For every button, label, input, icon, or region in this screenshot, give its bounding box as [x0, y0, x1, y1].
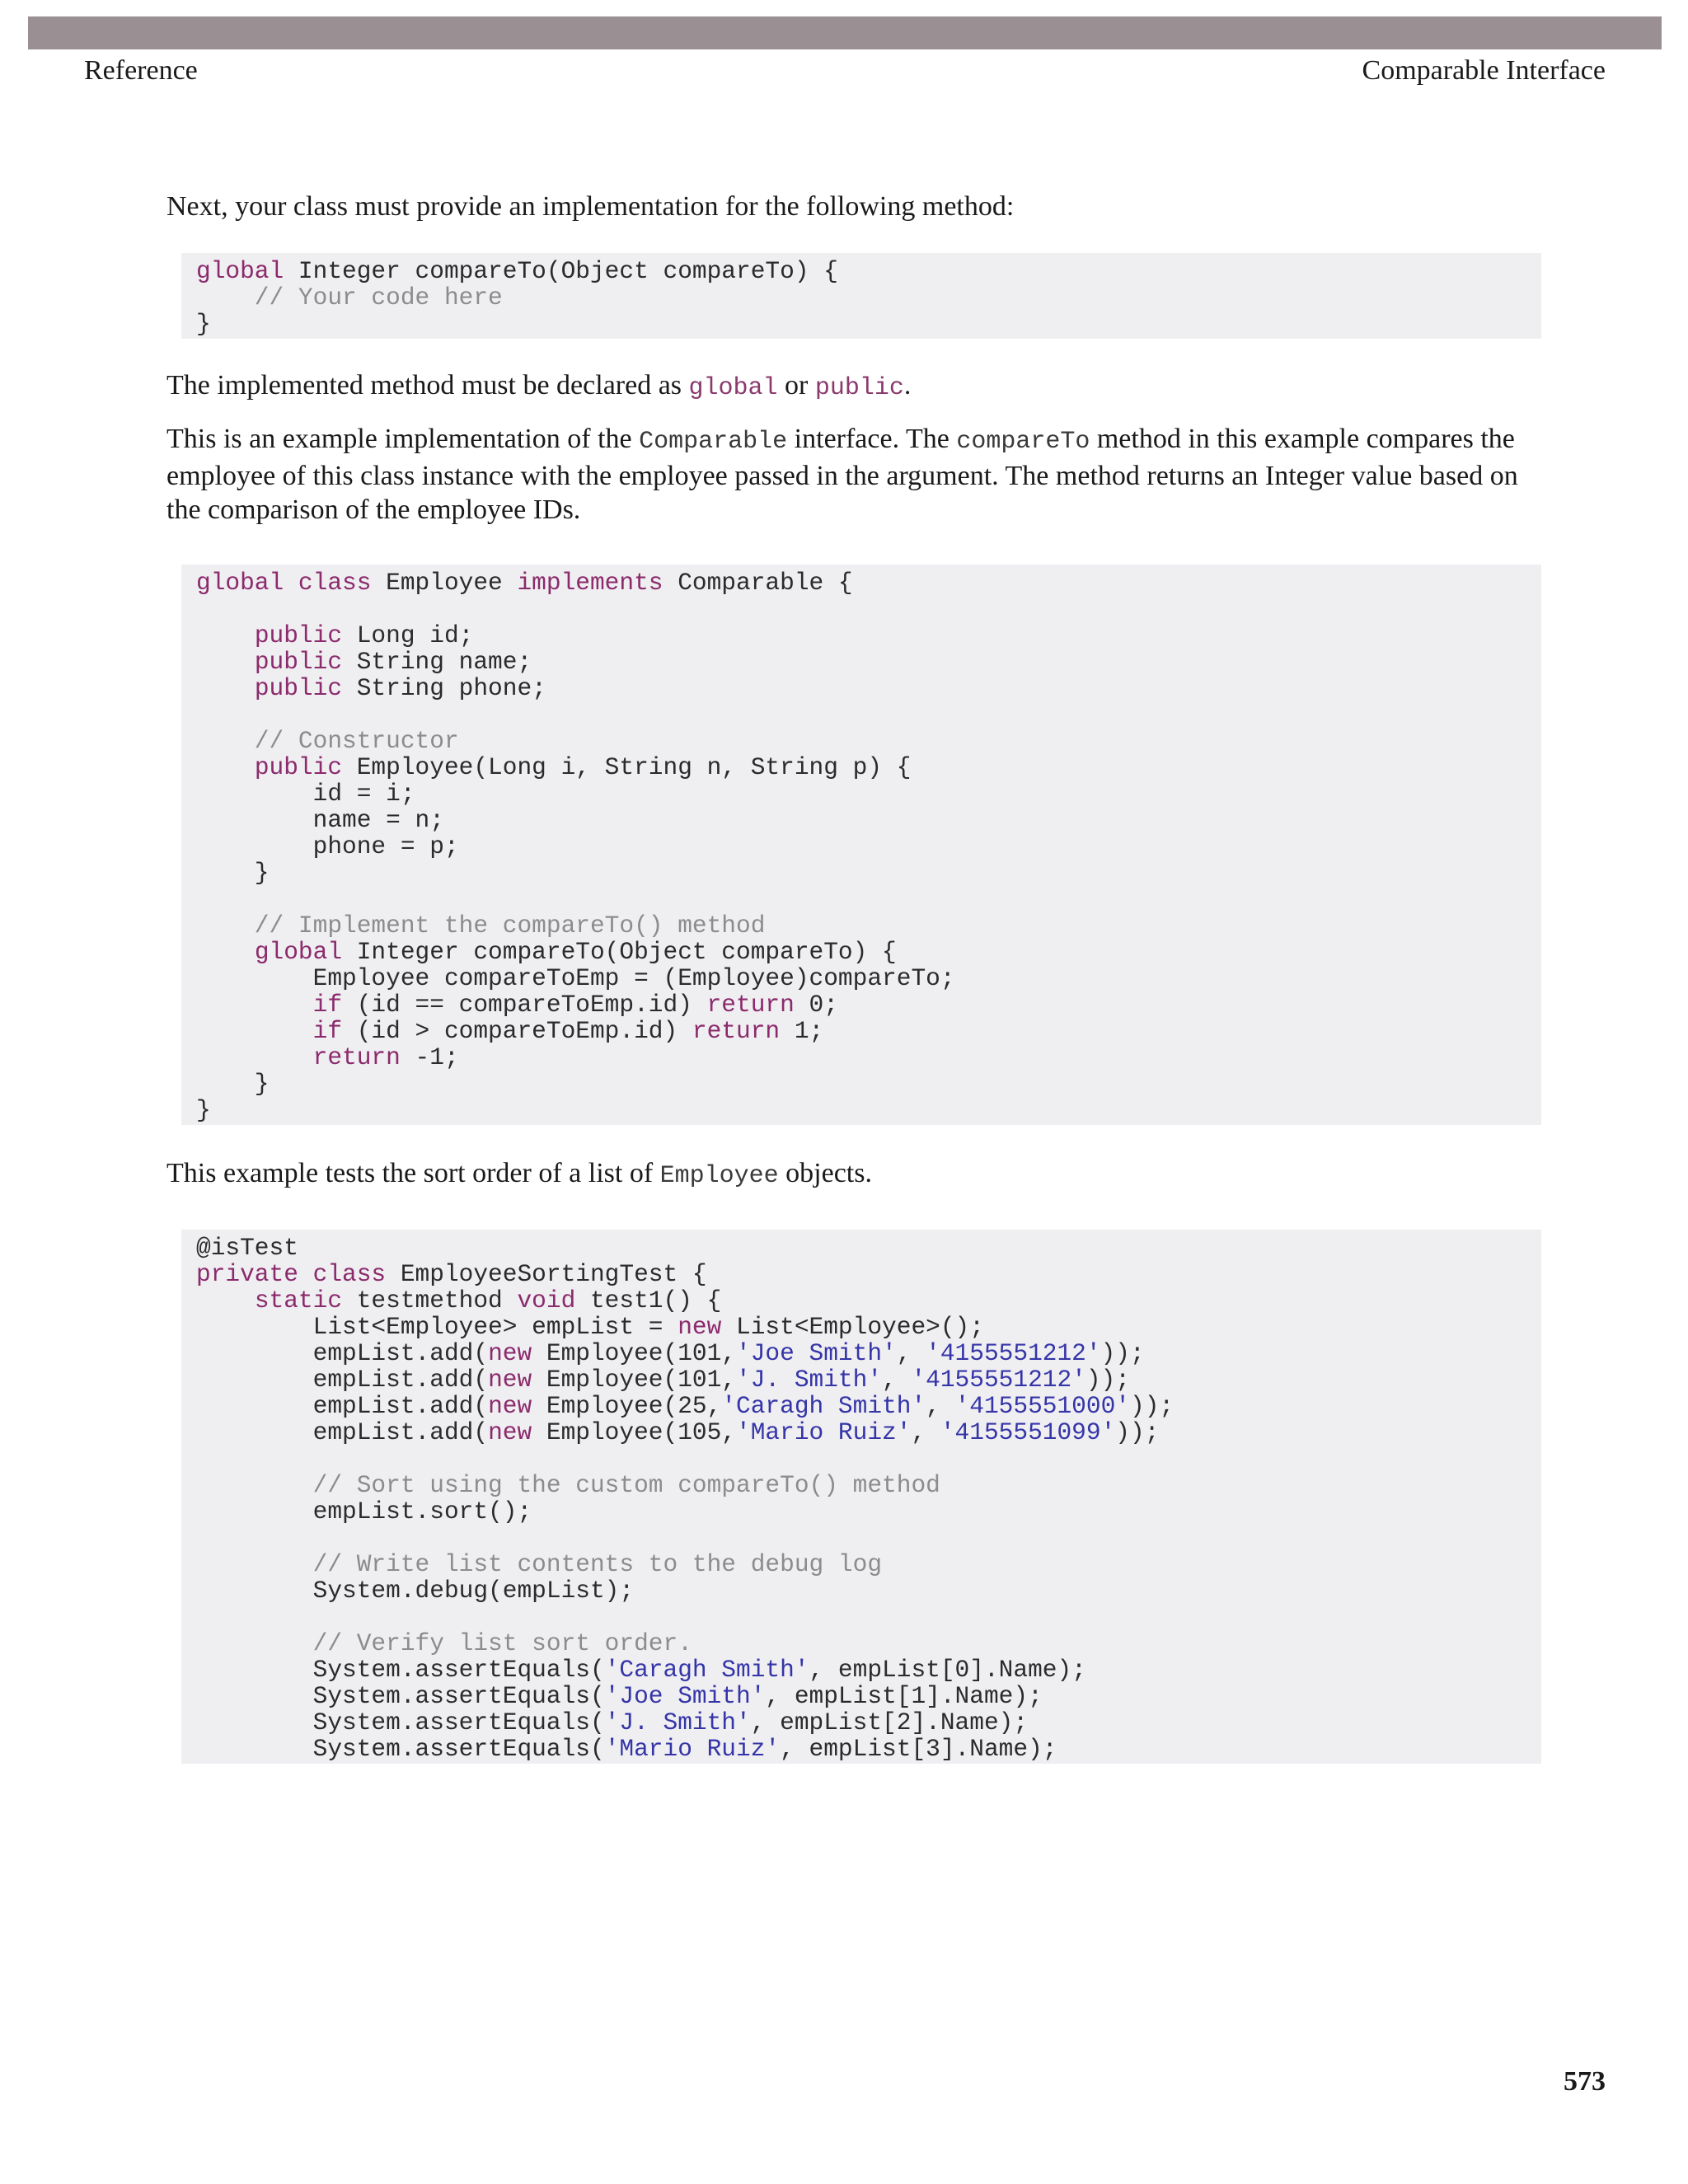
code-block-signature — [181, 253, 1541, 339]
code-string: 'J. Smith' — [604, 1708, 751, 1736]
page-content — [166, 190, 1543, 1764]
paragraph-intro: Next, your class must provide an implementation for the following method: — [166, 191, 1015, 222]
code-token — [196, 674, 255, 702]
code-string: 'Caragh Smith' — [721, 1392, 926, 1420]
code-token — [196, 1043, 313, 1071]
code-token: , empList[1].Name); — [765, 1682, 1043, 1710]
code-string: 'Joe Smith' — [736, 1339, 897, 1367]
header-bar — [28, 16, 1662, 49]
code-token: @isTest — [196, 1234, 298, 1262]
code-keyword: implements — [517, 569, 663, 597]
code-comment: // Write list contents to the debug log — [196, 1550, 883, 1578]
code-token: System.assertEquals( — [196, 1708, 605, 1736]
code-token: empList.add( — [196, 1339, 489, 1367]
code-token: id = i; — [196, 780, 415, 808]
code-keyword: void — [517, 1286, 576, 1315]
code-keyword: global — [196, 257, 284, 285]
code-token: empList.sort(); — [196, 1497, 532, 1526]
code-token: List<Employee> empList = — [196, 1313, 678, 1341]
code-comment: // Implement the compareTo() method — [196, 912, 766, 940]
code-comment: // Constructor — [196, 727, 459, 755]
code-keyword: public — [254, 648, 343, 676]
code-comment: // Your code here — [196, 284, 503, 312]
code-line — [196, 964, 955, 992]
text-run: or — [777, 370, 815, 401]
code-keyword: public — [254, 674, 343, 702]
page-number: 573 — [1564, 2066, 1606, 2097]
code-token: name = n; — [196, 806, 444, 834]
code-keyword: public — [254, 753, 343, 781]
code-token: System.assertEquals( — [196, 1682, 605, 1710]
code-token — [284, 569, 298, 597]
code-token: System.assertEquals( — [196, 1735, 605, 1763]
code-token: )); — [1115, 1418, 1160, 1446]
code-token — [196, 621, 255, 649]
code-token: , empList[3].Name); — [780, 1735, 1057, 1763]
code-token — [196, 1286, 255, 1315]
code-string: 'Caragh Smith' — [604, 1656, 809, 1684]
code-token: Integer compareTo(Object compareTo) { — [284, 257, 838, 285]
code-line — [196, 1497, 532, 1526]
code-line — [196, 1234, 298, 1262]
code-line — [196, 1629, 692, 1657]
code-line — [196, 674, 546, 702]
code-line — [196, 727, 459, 755]
text-run: The implemented method must be declared as — [166, 370, 689, 401]
code-token: Employee(105, — [532, 1418, 737, 1446]
code-token: } — [196, 1070, 270, 1098]
code-line — [196, 1656, 1086, 1684]
code-line — [196, 1550, 882, 1578]
code-token: , — [926, 1392, 955, 1420]
text-run: method in this example compares the employee of this class instance with the employee passed in the argument. The method returns an Integer value based on the comparison of the employee IDs. — [166, 424, 1518, 525]
code-keyword: global — [254, 938, 343, 966]
code-line — [196, 284, 503, 312]
code-token — [298, 1260, 313, 1288]
code-line — [196, 753, 911, 781]
code-line — [196, 1339, 1145, 1367]
code-token: empList.add( — [196, 1366, 489, 1394]
code-token: test1() { — [575, 1286, 722, 1315]
code-line — [196, 1392, 1174, 1420]
code-line — [196, 1017, 823, 1045]
code-token: String phone; — [342, 674, 546, 702]
code-comment: // Sort using the custom compareTo() method — [196, 1471, 940, 1499]
code-keyword: new — [488, 1392, 532, 1420]
inline-code-public: public — [814, 374, 904, 402]
code-line — [196, 1070, 270, 1098]
code-line — [196, 1735, 1057, 1763]
code-line — [196, 621, 473, 649]
code-line — [196, 1043, 459, 1071]
code-line — [196, 257, 838, 285]
code-token: Comparable { — [663, 569, 853, 597]
code-line — [196, 1260, 707, 1288]
code-line — [196, 806, 444, 834]
code-line — [196, 1418, 1159, 1446]
code-token: } — [196, 859, 270, 887]
code-keyword: return — [692, 1017, 781, 1045]
paragraph-example — [166, 422, 1543, 527]
code-token: } — [196, 310, 211, 338]
code-token: Long id; — [342, 621, 474, 649]
code-keyword: public — [254, 621, 343, 649]
code-keyword: new — [678, 1313, 722, 1341]
running-head-topic: Comparable Interface — [1362, 55, 1606, 86]
code-keyword: if — [312, 1017, 343, 1045]
code-string: '4155551212' — [911, 1366, 1086, 1394]
code-token: empList.add( — [196, 1392, 489, 1420]
code-token: , empList[2].Name); — [750, 1708, 1029, 1736]
code-keyword: new — [488, 1366, 532, 1394]
code-keyword: new — [488, 1418, 532, 1446]
code-token: , empList[0].Name); — [809, 1656, 1086, 1684]
code-line — [196, 310, 211, 338]
code-line — [196, 938, 897, 966]
code-token: , — [896, 1339, 926, 1367]
code-line — [196, 648, 532, 676]
code-keyword: private — [196, 1260, 298, 1288]
code-token: 0; — [794, 991, 838, 1019]
code-line — [196, 1708, 1028, 1736]
code-line — [196, 832, 459, 860]
code-line — [196, 569, 853, 597]
inline-code-global: global — [688, 374, 778, 402]
code-token: empList.add( — [196, 1418, 489, 1446]
code-token: )); — [1100, 1339, 1145, 1367]
code-keyword: class — [312, 1260, 387, 1288]
code-token: phone = p; — [196, 832, 459, 860]
code-comment: // Verify list sort order. — [196, 1629, 692, 1657]
code-line — [196, 912, 765, 940]
code-keyword: new — [488, 1339, 532, 1367]
code-token: String name; — [342, 648, 532, 676]
text-run: objects. — [778, 1158, 872, 1188]
code-token: } — [196, 1096, 211, 1124]
code-token: (id == compareToEmp.id) — [342, 991, 707, 1019]
code-token: System.debug(empList); — [196, 1577, 635, 1605]
code-token: 1; — [780, 1017, 824, 1045]
code-token — [196, 753, 255, 781]
code-token: )); — [1130, 1392, 1175, 1420]
code-keyword: static — [254, 1286, 343, 1315]
code-line — [196, 1096, 211, 1124]
code-token: Employee(25, — [532, 1392, 722, 1420]
code-keyword: global — [196, 569, 284, 597]
code-token: Employee compareToEmp = (Employee)compareTo; — [196, 964, 955, 992]
code-token: Employee — [371, 569, 518, 597]
code-line — [196, 1366, 1130, 1394]
code-token: Integer compareTo(Object compareTo) { — [342, 938, 897, 966]
code-token — [196, 648, 255, 676]
code-line — [196, 1577, 634, 1605]
code-token: Employee(101, — [532, 1339, 737, 1367]
code-line — [196, 780, 415, 808]
code-token — [196, 991, 313, 1019]
code-token: , — [911, 1418, 940, 1446]
code-block-employee-class — [181, 565, 1541, 1125]
code-keyword: if — [312, 991, 343, 1019]
code-string: '4155551099' — [940, 1418, 1116, 1446]
code-token: List<Employee>(); — [721, 1313, 984, 1341]
code-token — [196, 1017, 313, 1045]
code-token: , — [882, 1366, 912, 1394]
code-line — [196, 1313, 984, 1341]
code-line — [196, 859, 270, 887]
code-string: 'Mario Ruiz' — [604, 1735, 781, 1763]
code-string: 'J. Smith' — [736, 1366, 883, 1394]
code-block-sorting-test — [181, 1230, 1541, 1764]
code-token: System.assertEquals( — [196, 1656, 605, 1684]
code-line — [196, 1682, 1043, 1710]
code-token: -1; — [400, 1043, 459, 1071]
text-run: This example tests the sort order of a list of — [166, 1158, 660, 1188]
code-token — [196, 938, 255, 966]
paragraph-declaration — [166, 368, 1543, 405]
code-token: EmployeeSortingTest { — [386, 1260, 707, 1288]
text-run: This is an example implementation of the — [166, 424, 640, 454]
text-run: . — [903, 370, 912, 401]
code-string: '4155551212' — [926, 1339, 1101, 1367]
code-token: )); — [1085, 1366, 1130, 1394]
code-token: Employee(101, — [532, 1366, 737, 1394]
code-keyword: return — [706, 991, 795, 1019]
code-line — [196, 1471, 940, 1499]
code-token: testmethod — [342, 1286, 518, 1315]
code-line — [196, 1286, 721, 1315]
inline-code-comparable: Comparable — [639, 428, 788, 456]
code-string: 'Joe Smith' — [604, 1682, 766, 1710]
inline-code-employee: Employee — [659, 1162, 779, 1190]
text-run: interface. The — [787, 424, 957, 454]
code-line — [196, 991, 838, 1019]
code-string: '4155551000' — [954, 1392, 1130, 1420]
code-token: (id > compareToEmp.id) — [342, 1017, 692, 1045]
code-keyword: return — [312, 1043, 401, 1071]
code-string: 'Mario Ruiz' — [736, 1418, 912, 1446]
code-keyword: class — [298, 569, 372, 597]
code-token: Employee(Long i, String n, String p) { — [342, 753, 912, 781]
running-head-section: Reference — [84, 55, 198, 86]
paragraph-test-intro — [166, 1156, 1543, 1193]
inline-code-compareto: compareTo — [956, 428, 1090, 456]
